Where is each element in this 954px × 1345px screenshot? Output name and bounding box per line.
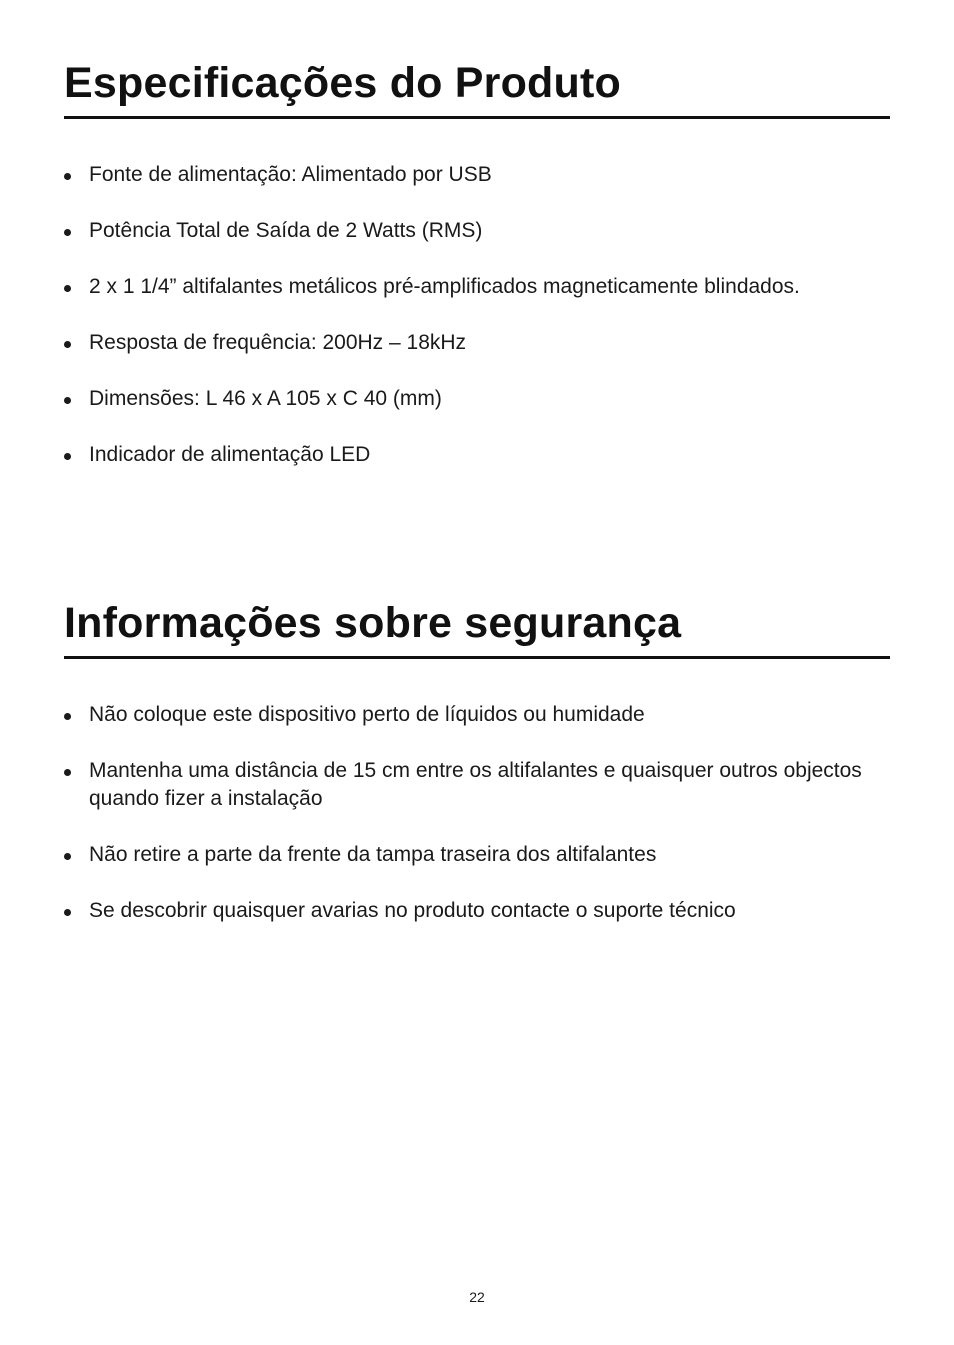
product-specifications-section (64, 56, 890, 497)
safety-item-text: Se descobrir quaisquer avarias no produto contacte o suporte técnico (89, 899, 736, 922)
spec-item-text: Resposta de frequência: 200Hz – 18kHz (89, 331, 467, 354)
bullet-icon (64, 853, 71, 860)
spec-item-text: Fonte de alimentação: Alimentado por USB (89, 163, 492, 186)
safety-item-text: Não coloque este dispositivo perto de líquidos ou humidade (89, 703, 645, 726)
bullet-icon (64, 909, 71, 916)
spec-item-text: 2 x 1 1/4” altifalantes metálicos pré-amplificados magneticamente blindados. (89, 275, 800, 298)
safety-item-text: Mantenha uma distância de 15 cm entre os altifalantes e quaisquer outros objectos quando fizer a instalação (89, 759, 862, 810)
bullet-icon (64, 173, 71, 180)
safety-item-liquids (64, 701, 890, 729)
bullet-icon (64, 285, 71, 292)
specifications-heading: Especificações do Produto (64, 56, 890, 119)
page-number: 22 (469, 1289, 485, 1305)
bullet-icon (64, 713, 71, 720)
spec-item-power-source (64, 161, 890, 189)
spec-item-text: Potência Total de Saída de 2 Watts (RMS) (89, 219, 483, 242)
bullet-icon (64, 769, 71, 776)
safety-item-back-cover (64, 841, 890, 869)
spec-item-speakers (64, 273, 890, 301)
safety-information-section (64, 596, 890, 953)
safety-item-distance (64, 757, 890, 813)
spec-item-text: Indicador de alimentação LED (89, 443, 371, 466)
safety-item-text: Não retire a parte da frente da tampa traseira dos altifalantes (89, 843, 657, 866)
bullet-icon (64, 397, 71, 404)
spec-item-output-power (64, 217, 890, 245)
bullet-icon (64, 453, 71, 460)
safety-heading: Informações sobre segurança (64, 596, 890, 659)
specifications-list (64, 161, 890, 469)
spec-item-dimensions (64, 385, 890, 413)
spec-item-led-indicator (64, 441, 890, 469)
safety-item-support (64, 897, 890, 925)
spec-item-frequency-response (64, 329, 890, 357)
bullet-icon (64, 229, 71, 236)
safety-list (64, 701, 890, 925)
bullet-icon (64, 341, 71, 348)
spec-item-text: Dimensões: L 46 x A 105 x C 40 (mm) (89, 387, 442, 410)
